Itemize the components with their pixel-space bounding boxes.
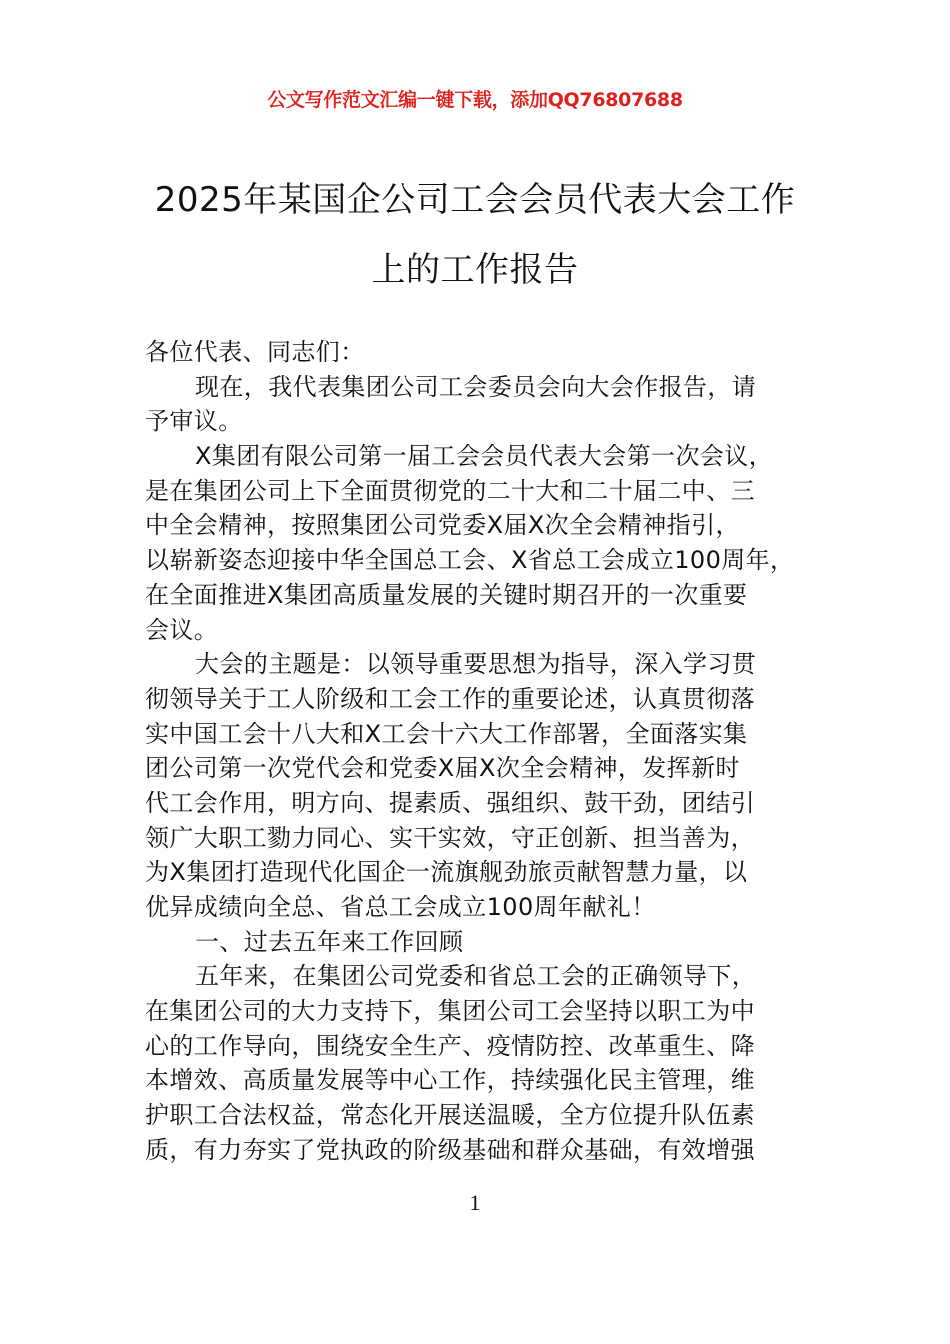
document-title-line-1: 2025年某国企公司工会会员代表大会工作	[154, 180, 796, 220]
paragraph	[145, 335, 845, 370]
promo-header: 公文写作范文汇编一键下载，添加QQ76807688	[267, 89, 683, 111]
text-line: 在全面推进X集团高质量发展的关键时期召开的一次重要	[145, 580, 748, 609]
text-line: 团公司第一次党代会和党委X届X次全会精神，发挥新时	[145, 754, 740, 783]
text-line: X集团有限公司第一届工会会员代表大会第一次会议，	[195, 442, 774, 471]
text-line: 五年来，在集团公司党委和省总工会的正确领导下，	[195, 962, 757, 991]
paragraph	[145, 647, 845, 925]
text-line: 护职工合法权益，常态化开展送温暖，全方位提升队伍素	[145, 1101, 755, 1130]
document-title-line-2: 上的工作报告	[371, 250, 579, 290]
text-line: 心的工作导向，围绕安全生产、疫情防控、改革重生、降	[145, 1031, 755, 1060]
text-line: 大会的主题是：以领导重要思想为指导，深入学习贯	[195, 650, 757, 679]
text-line: 在集团公司的大力支持下，集团公司工会坚持以职工为中	[145, 997, 755, 1026]
text-line: 是在集团公司上下全面贯彻党的二十大和二十届二中、三	[145, 476, 755, 505]
text-line: 优异成绩向全总、省总工会成立100周年献礼！	[145, 893, 656, 921]
document-body	[145, 335, 845, 1168]
text-line: 各位代表、同志们：	[145, 338, 365, 366]
text-line: 会议。	[145, 615, 219, 644]
text-line: 以崭新姿态迎接中华全国总工会、X省总工会成立100周年，	[145, 546, 795, 575]
text-line: 一、过去五年来工作回顾	[195, 927, 464, 956]
text-line: 实中国工会十八大和X工会十六大工作部署，全面落实集	[145, 719, 748, 748]
text-line: 本增效、高质量发展等中心工作，持续强化民主管理，维	[145, 1066, 755, 1095]
text-line: 中全会精神，按照集团公司党委X届X次全会精神指引，	[145, 511, 740, 540]
paragraph	[145, 925, 845, 960]
paragraph	[145, 370, 845, 439]
text-line: 领广大职工勠力同心、实干实效，守正创新、担当善为，	[145, 823, 755, 852]
text-line: 质，有力夯实了党执政的阶级基础和群众基础，有效增强	[145, 1135, 755, 1164]
text-line: 彻领导关于工人阶级和工会工作的重要论述，认真贯彻落	[145, 684, 755, 713]
page-number: 1	[469, 1190, 481, 1215]
text-line: 为X集团打造现代化国企一流旗舰劲旅贡献智慧力量，以	[145, 858, 748, 887]
paragraph	[145, 439, 845, 647]
paragraph	[145, 959, 845, 1167]
text-line: 代工会作用，明方向、提素质、强组织、鼓干劲，团结引	[145, 788, 755, 817]
text-line: 予审议。	[145, 407, 243, 436]
text-line: 现在，我代表集团公司工会委员会向大会作报告，请	[195, 372, 757, 401]
